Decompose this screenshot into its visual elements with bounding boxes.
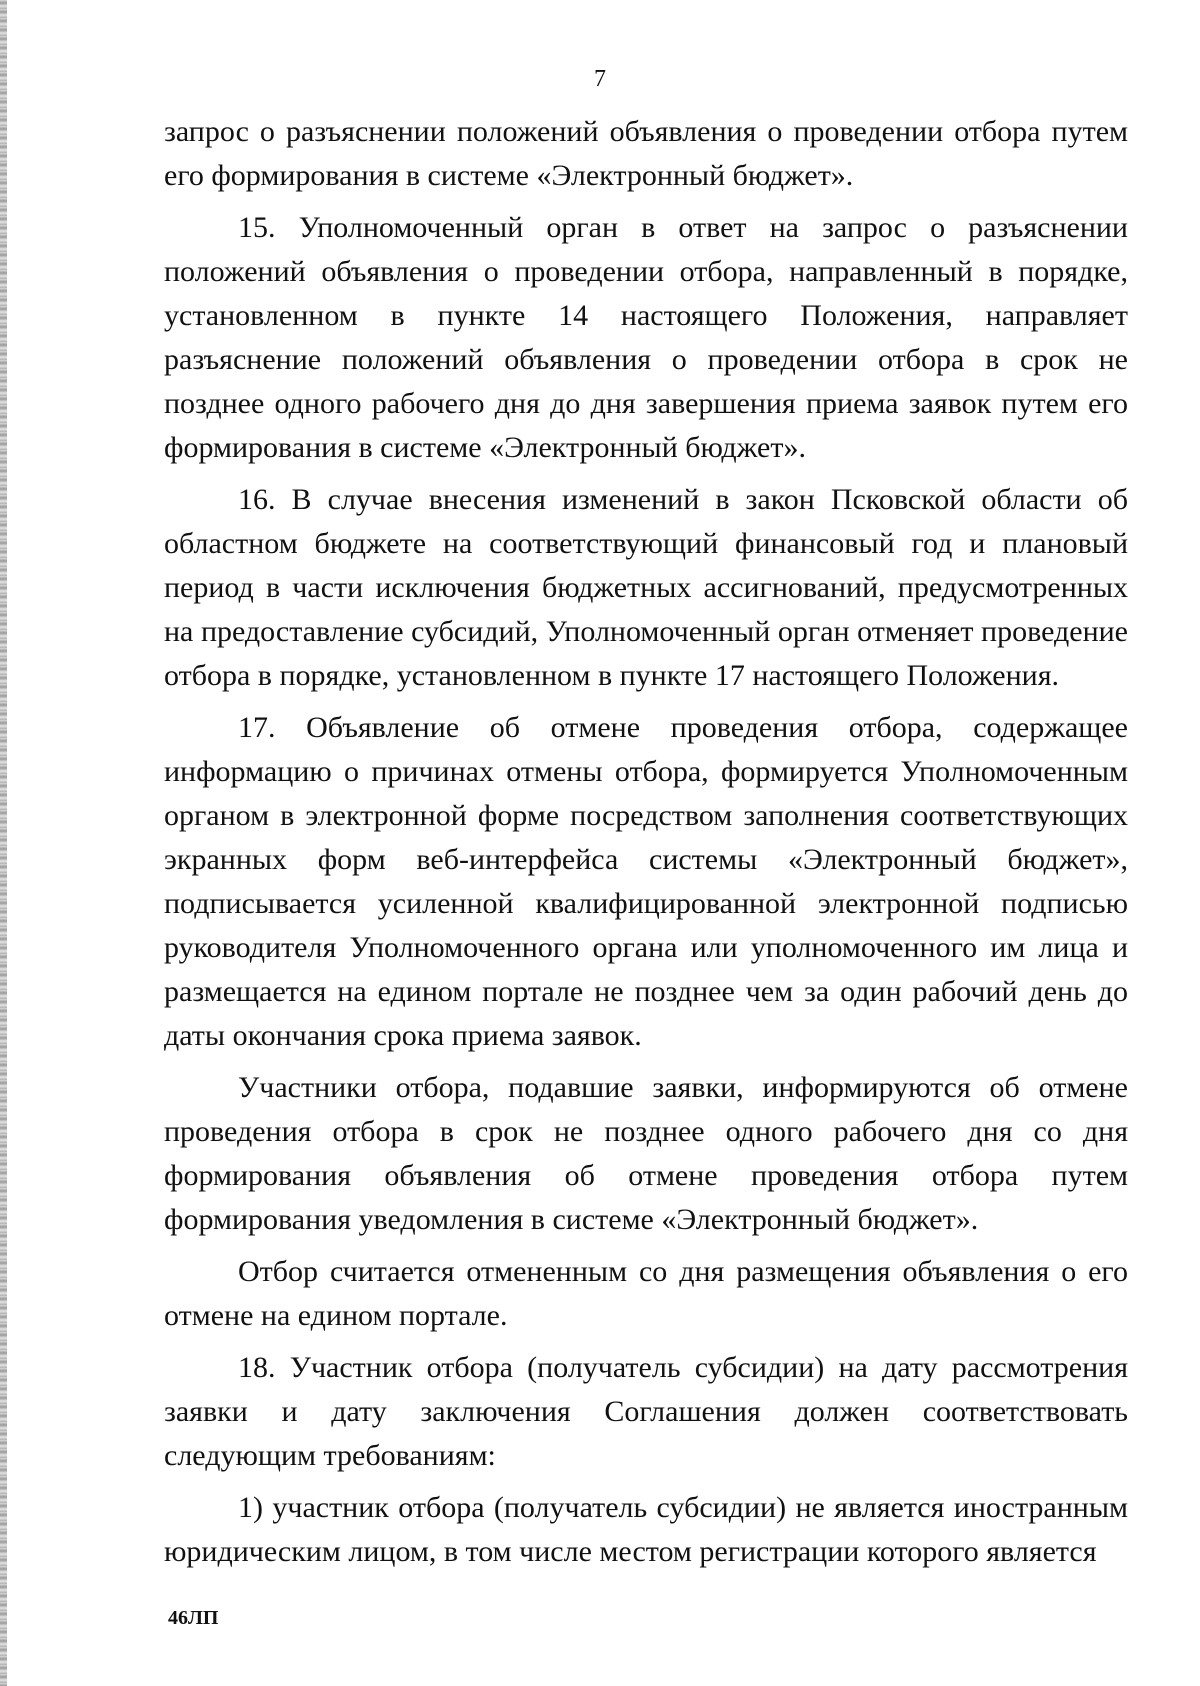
document-body [164,110,1128,1582]
paragraph-15: 15. Уполномоченный орган в ответ на запрос о разъяснении положений объявления о проведении отбора, направленный в порядке, установленном в пункте 14 настоящего Положения, направляет разъяснение положений объявления о проведении отбора в срок не позднее одного рабочего дня до дня завершения приема заявок путем его формирования в системе «Электронный бюджет». [164,211,1128,464]
document-code: 46ЛП [168,1607,219,1629]
paragraph-17-participants: Участники отбора, подавшие заявки, информируются об отмене проведения отбора в срок не позднее одного рабочего дня со дня формирования объявления об отмене проведения отбора путем формирования уведомления в системе «Электронный бюджет». [164,1071,1128,1236]
paragraph-18-item-1: 1) участник отбора (получатель субсидии) не является иностранным юридическим лицом, в том числе местом регистрации которого является [164,1491,1128,1568]
paragraph-17: 17. Объявление об отмене проведения отбора, содержащее информацию о причинах отмены отбора, формируется Уполномоченным органом в электронной форме посредством заполнения соответствующих экранных форм веб-интерфейса системы «Электронный бюджет», подписывается усиленной квалифицированной электронной подписью руководителя Уполномоченного органа или уполномоченного им лица и размещается на едином портале не позднее чем за один рабочий день до даты окончания срока приема заявок. [164,711,1128,1052]
paragraph-18: 18. Участник отбора (получатель субсидии) на дату рассмотрения заявки и дату заключения Соглашения должен соответствовать следующим требованиям: [164,1351,1128,1472]
paragraph-continuation: запрос о разъяснении положений объявления о проведении отбора путем его формирования в системе «Электронный бюджет». [164,115,1128,192]
paragraph-17-cancelled: Отбор считается отмененным со дня размещения объявления о его отмене на едином портале. [164,1255,1128,1332]
paragraph-16: 16. В случае внесения изменений в закон Псковской области об областном бюджете на соответствующий финансовый год и плановый период в части исключения бюджетных ассигнований, предусмотренных на предоставление субсидий, Уполномоченный орган отменяет проведение отбора в порядке, установленном в пункте 17 настоящего Положения. [164,483,1128,692]
scan-edge [0,0,7,1686]
page-number: 7 [594,66,606,92]
